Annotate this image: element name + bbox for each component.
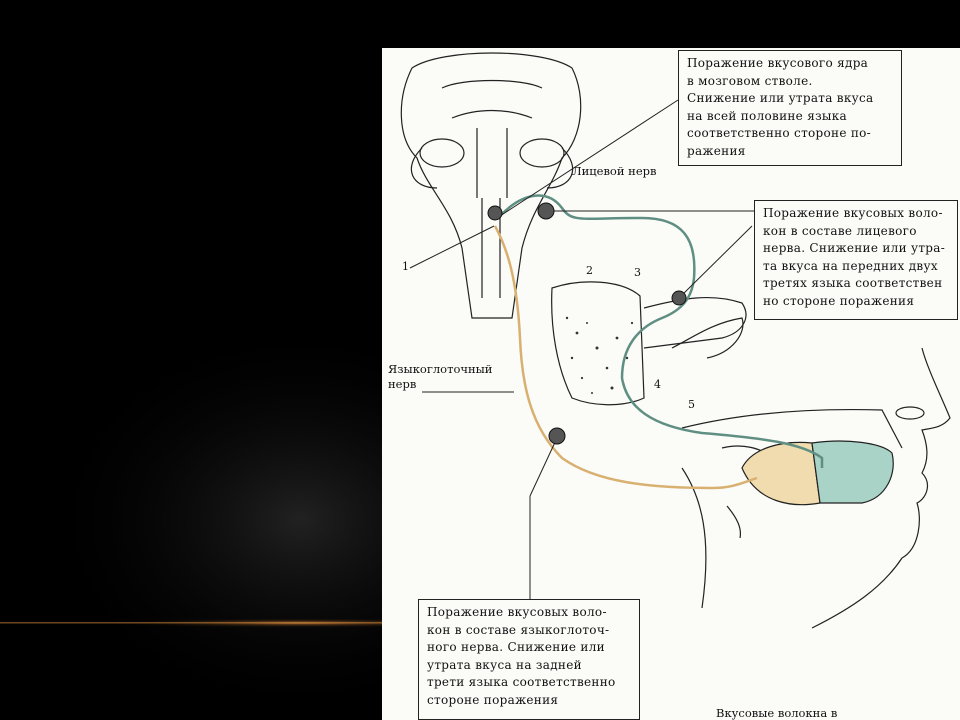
box-line: Снижение или утрата вкуса: [687, 91, 874, 105]
box-line: соответственно стороне по-: [687, 126, 872, 140]
brainstem-outline: [401, 53, 580, 318]
box-line: Поражение вкусовых воло-: [427, 605, 607, 619]
number-label-5: 5: [688, 398, 695, 411]
box-line: нерва. Снижение или утра-: [763, 241, 946, 255]
anatomy-figure: [382, 48, 960, 720]
lesion-marker-chorda-tympani: [672, 291, 686, 305]
pointer-line-1: [410, 226, 494, 268]
glossopharyngeal-label-line2: нерв: [388, 377, 417, 391]
facial-nerve-lesion-box: [754, 200, 958, 320]
pointer-line-nucleus: [500, 100, 678, 216]
box-line: Поражение вкусового ядра: [687, 56, 869, 70]
lesion-marker-facial-nerve: [538, 203, 554, 219]
pointer-line-facial: [679, 226, 752, 298]
lesion-marker-glossopharyngeal: [549, 428, 565, 444]
number-label-2: 2: [586, 264, 593, 277]
bottom-caption: Вкусовые волокна в: [716, 706, 838, 720]
box-line: на всей половине языка: [687, 108, 848, 123]
box-line: ного нерва. Снижение или: [427, 640, 605, 654]
facial-nerve-label: Лицевой нерв: [572, 164, 657, 178]
tongue-anterior-two-thirds: [812, 441, 893, 503]
box-line: стороне поражения: [427, 692, 559, 707]
box-line: в мозговом стволе.: [687, 73, 813, 88]
nucleus-lesion-box: [678, 50, 902, 166]
glossopharyngeal-lesion-box: [418, 599, 640, 720]
number-label-3: 3: [634, 266, 641, 279]
pointer-line-glosso: [530, 438, 557, 496]
lesion-marker-nucleus: [488, 206, 502, 220]
number-label-1: 1: [402, 260, 409, 273]
box-line: трети языка соответственно: [427, 675, 616, 689]
box-line: кон в составе языкоглоточ-: [427, 622, 610, 637]
box-line: но стороне поражения: [763, 293, 915, 308]
number-label-4: 4: [654, 378, 661, 391]
box-line: ражения: [687, 143, 746, 158]
box-line: Поражение вкусовых воло-: [763, 206, 943, 220]
box-line: утрата вкуса на задней: [427, 657, 582, 672]
box-line: кон в составе лицевого: [763, 223, 917, 238]
box-line: третях языка соответствен: [763, 276, 943, 290]
glossopharyngeal-label-line1: Языкоглоточный: [388, 362, 493, 376]
box-line: та вкуса на передних двух: [763, 258, 938, 273]
